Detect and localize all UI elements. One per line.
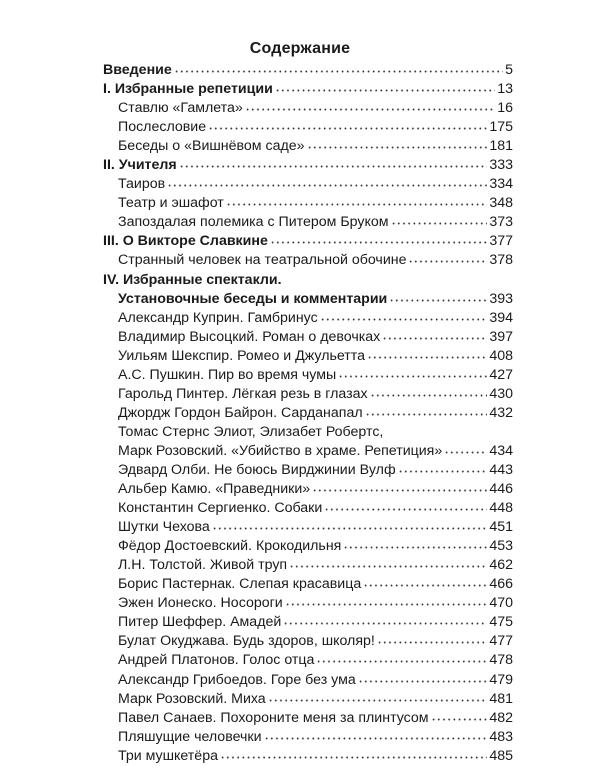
toc-page-number: 393 bbox=[489, 290, 513, 307]
dot-leader bbox=[289, 556, 487, 568]
toc-entry-title: Павел Санаев. Похороните меня за плинтусом bbox=[118, 709, 429, 726]
toc-page-number: 446 bbox=[489, 481, 513, 498]
toc-entry-row bbox=[103, 194, 513, 213]
dot-leader bbox=[179, 156, 488, 168]
toc-page-number: 478 bbox=[489, 652, 513, 669]
toc-entry-title: Питер Шеффер. Амадей bbox=[118, 614, 282, 631]
toc-page-number: 432 bbox=[489, 404, 513, 421]
toc-entry-row bbox=[103, 461, 513, 480]
toc-entry-row bbox=[103, 290, 513, 309]
toc-entry-row bbox=[103, 613, 513, 632]
dot-leader bbox=[363, 575, 487, 587]
dot-leader bbox=[343, 537, 487, 549]
page-title: Содержание bbox=[249, 40, 351, 57]
toc-entry-title: А.С. Пушкин. Пир во время чумы bbox=[118, 366, 337, 383]
dot-leader bbox=[312, 480, 487, 492]
toc-section-row bbox=[103, 80, 513, 99]
toc-entry-row bbox=[103, 651, 513, 670]
toc-section-row bbox=[103, 156, 513, 175]
toc-entry-row bbox=[103, 366, 513, 385]
toc-entry-title: Запоздалая полемика с Питером Бруком bbox=[118, 214, 389, 231]
toc-entry-row bbox=[103, 709, 513, 728]
toc-entry-row bbox=[103, 442, 513, 461]
dot-leader bbox=[167, 175, 487, 187]
toc-entry-title: Борис Пастернак. Слепая красавица bbox=[118, 576, 362, 593]
toc-section-row bbox=[103, 271, 513, 290]
toc-page-number: 482 bbox=[489, 709, 513, 726]
toc-entry-title: Театр и эшафот bbox=[118, 195, 224, 212]
toc-entry-row bbox=[103, 518, 513, 537]
toc-entry-title: Уильям Шекспир. Ромео и Джульетта bbox=[118, 347, 366, 364]
toc-entry-title: Гарольд Пинтер. Лёгкая резь в глазах bbox=[118, 385, 368, 402]
dot-leader bbox=[268, 690, 488, 702]
toc-entry-row bbox=[103, 309, 513, 328]
toc-page-number: 485 bbox=[489, 747, 513, 764]
toc-entry-title: Булат Окуджава. Будь здоров, школяр! bbox=[118, 633, 375, 650]
toc-page-number: 477 bbox=[489, 633, 513, 650]
toc-entry-title: Таиров bbox=[118, 176, 166, 193]
toc-page-number: 175 bbox=[489, 119, 513, 136]
dot-leader bbox=[377, 632, 488, 644]
toc-entry-row bbox=[103, 537, 513, 556]
dot-leader bbox=[370, 385, 488, 397]
toc-entry-row bbox=[103, 632, 513, 651]
dot-leader bbox=[365, 404, 488, 416]
toc-entry-title: Эжен Ионеско. Носороги bbox=[118, 595, 283, 612]
toc-entry-title: Три мушкетёра bbox=[118, 747, 218, 764]
dot-leader bbox=[398, 461, 488, 473]
dot-leader bbox=[307, 137, 488, 149]
toc-entry-title: Введение bbox=[103, 62, 172, 78]
toc-entry-title: Беседы о «Вишнёвом саде» bbox=[118, 138, 305, 155]
toc-entry-title: Марк Розовский. «Убийство в храме. Репетиция» bbox=[118, 442, 443, 459]
toc-entry-title: Ставлю «Гамлета» bbox=[118, 100, 243, 117]
toc-page-number: 434 bbox=[489, 442, 513, 459]
toc-entry-row bbox=[103, 690, 513, 709]
toc-page-number: 5 bbox=[505, 62, 513, 78]
dot-leader bbox=[226, 194, 488, 206]
toc-page-number: 479 bbox=[489, 671, 513, 688]
table-of-contents bbox=[103, 61, 513, 766]
dot-leader bbox=[270, 232, 487, 244]
toc-entry-row bbox=[103, 99, 513, 118]
toc-page-number: 408 bbox=[489, 347, 513, 364]
toc-page-number: 427 bbox=[489, 366, 513, 383]
toc-entry-title: Александр Куприн. Гамбринус bbox=[118, 309, 318, 326]
dot-leader bbox=[444, 442, 487, 454]
toc-entry-row bbox=[103, 728, 513, 747]
toc-page-number: 451 bbox=[489, 519, 513, 536]
dot-leader bbox=[389, 290, 487, 302]
toc-entry-title: Александр Грибоедов. Горе без ума bbox=[118, 671, 356, 688]
toc-entry-title: Установочные беседы и комментарии bbox=[118, 290, 388, 307]
toc-page-number: 394 bbox=[489, 309, 513, 326]
toc-entry-row bbox=[103, 347, 513, 366]
toc-entry-title: Пляшущие человечки bbox=[118, 728, 262, 745]
toc-entry-title: Владимир Высоцкий. Роман о девочках bbox=[118, 328, 381, 345]
dot-leader bbox=[431, 709, 488, 721]
toc-entry-title: Томас Стернс Элиот, Элизабет Робертс, bbox=[118, 423, 384, 440]
toc-page-number: 373 bbox=[489, 214, 513, 231]
toc-entry-title: Андрей Платонов. Голос отца bbox=[118, 652, 315, 669]
toc-page-number: 334 bbox=[489, 176, 513, 193]
toc-page-number: 443 bbox=[489, 461, 513, 478]
toc-page-number: 453 bbox=[489, 538, 513, 555]
toc-page-number: 348 bbox=[489, 195, 513, 212]
dot-leader bbox=[391, 213, 488, 225]
dot-leader bbox=[220, 747, 487, 759]
toc-entry-title: Л.Н. Толстой. Живой труп bbox=[118, 557, 288, 574]
toc-page-number: 466 bbox=[489, 576, 513, 593]
dot-leader bbox=[408, 251, 487, 263]
toc-page-number: 462 bbox=[489, 557, 513, 574]
toc-entry-title: I. Избранные репетиции bbox=[103, 81, 273, 98]
toc-page-number: 378 bbox=[489, 252, 513, 269]
toc-page-number: 475 bbox=[489, 614, 513, 631]
toc-entry-title: Джордж Гордон Байрон. Сарданапал bbox=[118, 404, 363, 421]
toc-page-number: 448 bbox=[489, 500, 513, 517]
dot-leader bbox=[382, 328, 487, 340]
dot-leader bbox=[245, 99, 495, 111]
toc-entry-title: Послесловие bbox=[118, 119, 207, 136]
toc-page-number: 377 bbox=[489, 233, 513, 250]
toc-entry-title: IV. Избранные спектакли. bbox=[103, 271, 282, 288]
toc-section-row bbox=[103, 61, 513, 80]
toc-entry-row bbox=[103, 671, 513, 690]
toc-page-number: 481 bbox=[489, 690, 513, 707]
toc-entry-row bbox=[103, 594, 513, 613]
toc-entry-title: Эдвард Олби. Не боюсь Вирджинии Вулф bbox=[118, 461, 396, 478]
toc-page-number: 16 bbox=[497, 100, 513, 117]
toc-page-number: 430 bbox=[489, 385, 513, 402]
dot-leader bbox=[212, 518, 488, 530]
toc-entry-row bbox=[103, 556, 513, 575]
toc-entry-title: Фёдор Достоевский. Крокодильня bbox=[118, 538, 342, 555]
toc-entry-title: II. Учителя bbox=[103, 157, 177, 174]
dot-leader bbox=[367, 347, 487, 359]
dot-leader bbox=[338, 366, 487, 378]
toc-section-row bbox=[103, 232, 513, 251]
toc-entry-row bbox=[103, 137, 513, 156]
toc-entry-title: Константин Сергиенко. Собаки bbox=[118, 500, 323, 517]
dot-leader bbox=[174, 61, 503, 73]
toc-entry-row bbox=[103, 328, 513, 347]
dot-leader bbox=[358, 671, 488, 683]
toc-entry-row bbox=[103, 385, 513, 404]
dot-leader bbox=[320, 309, 488, 321]
dot-leader bbox=[208, 118, 487, 130]
toc-entry-title: III. О Викторе Славкине bbox=[103, 233, 268, 250]
toc-page-number: 483 bbox=[489, 728, 513, 745]
dot-leader bbox=[324, 499, 487, 511]
toc-entry-row bbox=[103, 423, 513, 442]
toc-page-number: 397 bbox=[489, 328, 513, 345]
dot-leader bbox=[285, 594, 488, 606]
toc-entry-title: Шутки Чехова bbox=[118, 519, 210, 536]
dot-leader bbox=[264, 728, 488, 740]
toc-page-number: 333 bbox=[489, 157, 513, 174]
dot-leader bbox=[316, 651, 487, 663]
toc-entry-row bbox=[103, 499, 513, 518]
toc-entry-row bbox=[103, 213, 513, 232]
toc-page-number: 181 bbox=[489, 138, 513, 155]
toc-page-number: 13 bbox=[497, 81, 513, 98]
toc-entry-title: Странный человек на театральной обочине bbox=[118, 252, 407, 269]
toc-entry-row bbox=[103, 175, 513, 194]
toc-entry-title: Марк Розовский. Миха bbox=[118, 690, 266, 707]
toc-page-number: 470 bbox=[489, 595, 513, 612]
toc-entry-row bbox=[103, 118, 513, 137]
toc-entry-row bbox=[103, 575, 513, 594]
dot-leader bbox=[275, 80, 495, 92]
toc-entry-row bbox=[103, 480, 513, 499]
toc-entry-title: Альбер Камю. «Праведники» bbox=[118, 481, 311, 498]
dot-leader bbox=[283, 613, 487, 625]
toc-entry-row bbox=[103, 404, 513, 423]
toc-entry-row bbox=[103, 251, 513, 270]
